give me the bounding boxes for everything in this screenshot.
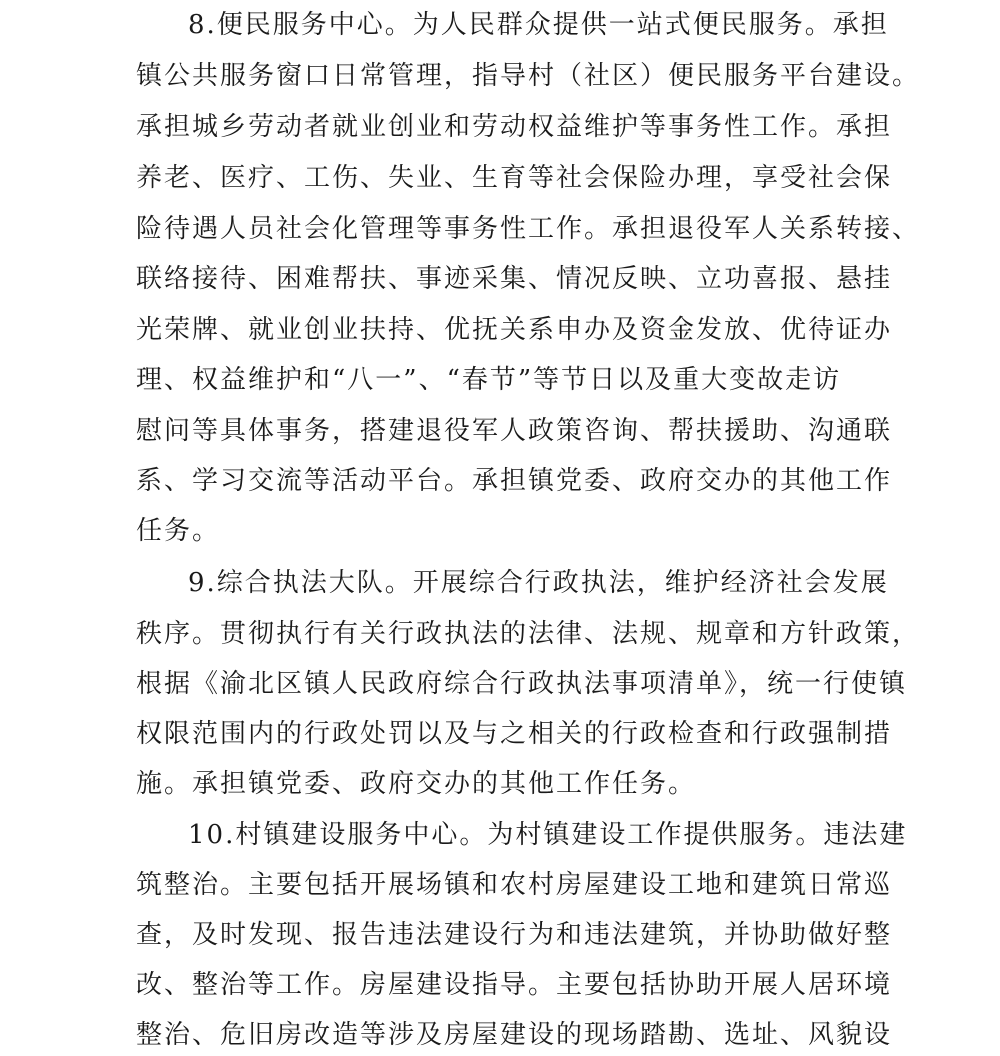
paragraph-8-line-1: 8.便民服务中心。为人民群众提供一站式便民服务。承担 <box>188 10 889 40</box>
paragraph-8-line-3: 承担城乡劳动者就业创业和劳动权益维护等事务性工作。承担 <box>136 112 893 142</box>
paragraph-9-line-5: 施。承担镇党委、政府交办的其他工作任务。 <box>136 769 697 799</box>
paragraph-8-line-8: 理、权益维护和“八一”、“春节”等节日以及重大变故走访 <box>136 365 842 395</box>
paragraph-10-line-2: 筑整治。主要包括开展场镇和农村房屋建设工地和建筑日常巡 <box>136 870 893 900</box>
paragraph-8-line-2: 镇公共服务窗口日常管理，指导村（社区）便民服务平台建设。 <box>136 61 921 91</box>
paragraph-8-line-7: 光荣牌、就业创业扶持、优抚关系申办及资金发放、优待证办 <box>136 315 893 345</box>
paragraph-9-line-4: 权限范围内的行政处罚以及与之相关的行政检查和行政强制措 <box>136 719 893 749</box>
paragraph-9-line-3: 根据《渝北区镇人民政府综合行政执法事项清单》，统一行使镇 <box>136 669 908 699</box>
paragraph-8-line-11: 任务。 <box>136 516 221 546</box>
paragraph-8-line-5: 险待遇人员社会化管理等事务性工作。承担退役军人关系转接、 <box>136 214 921 244</box>
paragraph-8-line-9: 慰问等具体事务，搭建退役军人政策咨询、帮扶援助、沟通联 <box>136 416 893 446</box>
paragraph-8-line-6: 联络接待、困难帮扶、事迹采集、情况反映、立功喜报、悬挂 <box>136 264 893 294</box>
paragraph-10-line-1: 10.村镇建设服务中心。为村镇建设工作提供服务。违法建 <box>188 820 908 850</box>
paragraph-10-line-5: 整治、危旧房改造等涉及房屋建设的现场踏勘、选址、风貌设 <box>136 1020 893 1050</box>
paragraph-10-line-4: 改、整治等工作。房屋建设指导。主要包括协助开展人居环境 <box>136 970 893 1000</box>
paragraph-8-line-10: 系、学习交流等活动平台。承担镇党委、政府交办的其他工作 <box>136 466 893 496</box>
paragraph-9-line-2: 秩序。贯彻执行有关行政执法的法律、法规、规章和方针政策， <box>136 619 921 649</box>
paragraph-10-line-3: 查，及时发现、报告违法建设行为和违法建筑，并协助做好整 <box>136 920 893 950</box>
paragraph-8-line-4: 养老、医疗、工伤、失业、生育等社会保险办理，享受社会保 <box>136 163 893 193</box>
paragraph-9-line-1: 9.综合执法大队。开展综合行政执法，维护经济社会发展 <box>188 568 889 598</box>
